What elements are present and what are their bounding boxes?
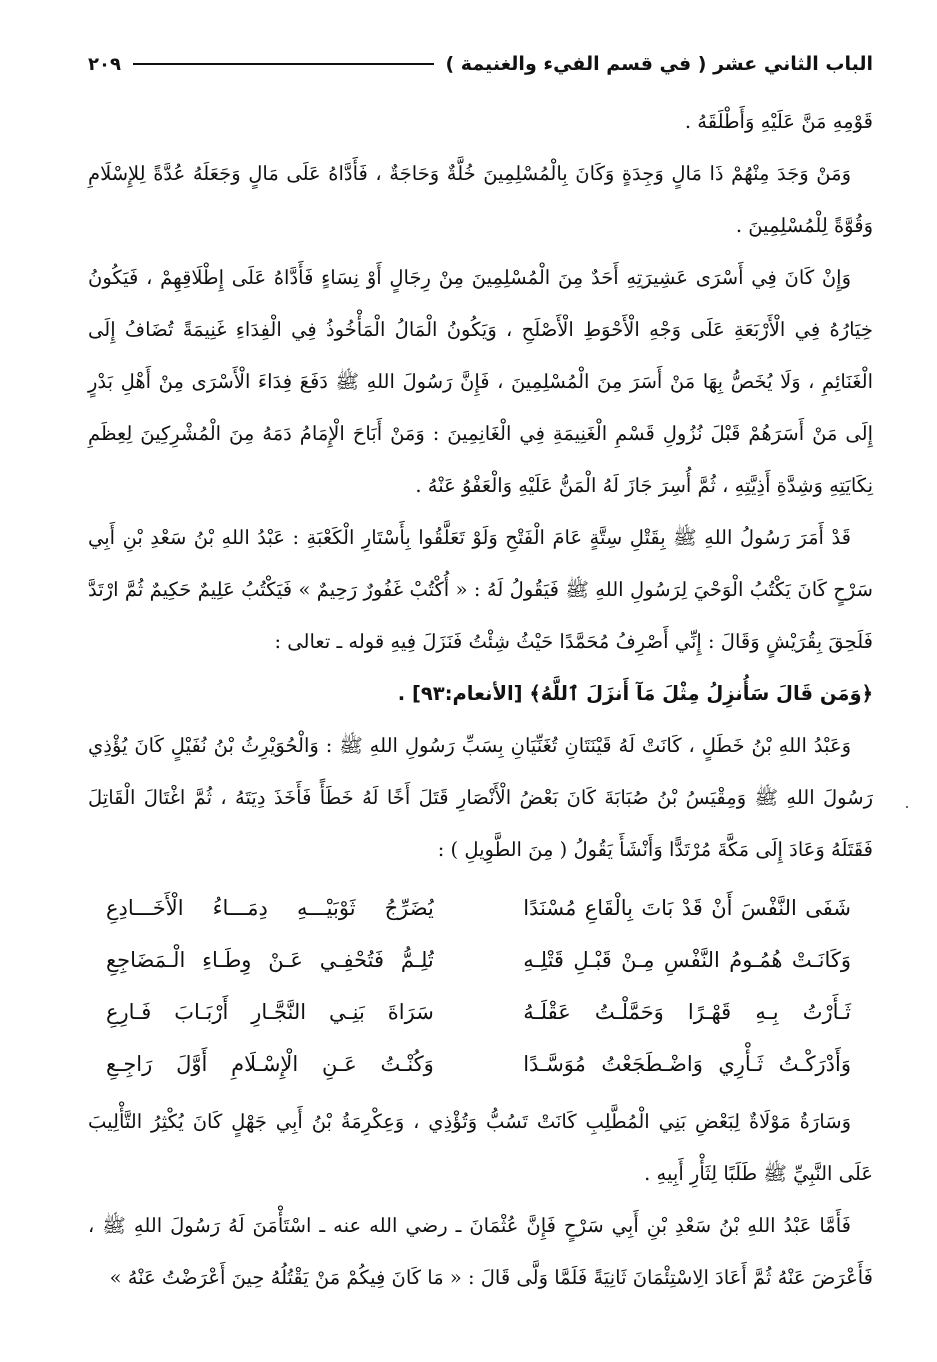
paragraph-7: فَأَمَّا عَبْدُ اللهِ بْنُ سَعْدِ بْنِ أَبِي سَرْحٍ فَإِنَّ عُثْمَانَ ـ رضي الله عنه ـ اسْتَأْمَنَ لَهُ رَسُولَ اللهِ ﷺ ، فَأَعْرَضَ عَنْهُ ثُمَّ أَعَادَ الِاسْتِئْمَانَ ثَانِيَةً فَلَمَّا وَلَّى قَالَ : « مَا كَانَ فِيكُمْ مَنْ يَقْتُلُهُ حِينَ أَعْرَضْتُ عَنْهُ » [88, 1214, 873, 1289]
poem-verse [106, 882, 851, 934]
quran-verse: ﴿وَمَن قَالَ سَأُنزِلُ مِثْلَ مَآ أَنزَلَ ٱللَّهُ﴾ [الأنعام:٩٣] . [397, 682, 873, 705]
paragraph-4: قَدْ أَمَرَ رَسُولُ اللهِ ﷺ بِقَتْلِ سِتَّةٍ عَامَ الْفَتْحِ وَلَوْ تَعَلَّقُوا بِأَسْتَارِ الْكَعْبَةِ : عَبْدُ اللهِ بْنُ سَعْدِ بْنِ أَبِي سَرْحٍ كَانَ يَكْتُبُ الْوَحْيَ لِرَسُولِ اللهِ ﷺ فَيَقُولُ لَهُ : « أُكْتُبْ غَفُورٌ رَحِيمٌ » فَيَكْتُبُ عَلِيمٌ حَكِيمٌ ثُمَّ ارْتَدَّ فَلَحِقَ بِقُرَيْشٍ وَقَالَ : إِنِّي أَصْرِفُ مُحَمَّدًا حَيْثُ شِئْتُ فَنَزَلَ فِيهِ قوله ـ تعالى : [88, 526, 873, 653]
chapter-title: الباب الثاني عشر ( في قسم الفيء والغنيمة ) [445, 53, 873, 75]
paragraph-5: وَعَبْدُ اللهِ بْنُ خَطَلٍ ، كَانَتْ لَهُ قَيْنَتَانِ تُغَنِّيَانِ بِسَبِّ رَسُولِ اللهِ ﷺ : وَالْحُوَيْرِثُ بْنُ نُفَيْلٍ كَانَ يُؤْذِي رَسُولَ اللهِ ﷺ وَمِقْيَسُ بْنُ صُبَابَةَ كَانَ بَعْضُ الْأَنْصَارِ قَتَلَ أَخًا لَهُ خَطَأً فَأَخَذَ دِيَتَهُ ، ثُمَّ اغْتَالَ الْقَاتِلَ فَقَتَلَهُ وَعَادَ إِلَى مَكَّةَ مُرْتَدًّا وَأَنْشَأَ يَقُولُ ( مِنَ الطَّوِيلِ ) : [88, 734, 873, 861]
body-text-continued [88, 1096, 873, 1304]
paragraph-6: وَسَارَةُ مَوْلَاةٌ لِبَعْضِ بَنِي الْمُطَّلِبِ كَانَتْ تَسُبُّ وَتُؤْذِي ، وَعِكْرِمَةُ بْنُ أَبِي جَهْلٍ كَانَ يُكْثِرُ التَّأْلِيبَ عَلَى النَّبِيِّ ﷺ طَلَبًا لِثَأْرِ أَبِيهِ . [88, 1110, 873, 1185]
hemistich-left: سَرَاةَ بَنِـي النَّجَّـارِ أَرْبَـابَ فَـارِعِ [106, 1000, 434, 1024]
paragraph-3: وَإِنْ كَانَ فِي أَسْرَى عَشِيرَتِهِ أَحَدٌ مِنَ الْمُسْلِمِينَ مِنْ رِجَالٍ أَوْ نِسَاءٍ فَأَدَّاهُ عَلَى إِطْلَاقِهِمْ ، فَيَكُونُ خِيَارُهُ فِي الْأَرْبَعَةِ عَلَى وَجْهِ الْأَحْوَطِ الْأَصْلَحِ ، وَيَكُونُ الْمَالُ الْمَأْخُوذُ فِي الْفِدَاءِ غَنِيمَةً تُضَافُ إِلَى الْغَنَائِمِ ، وَلَا يُخَصُّ بِهَا مَنْ أَسَرَ مِنَ الْمُسْلِمِينَ ، فَإِنَّ رَسُولَ اللهِ ﷺ دَفَعَ فِدَاءَ الْأَسْرَى مِنْ أَهْلِ بَدْرٍ إِلَى مَنْ أَسَرَهُمْ قَبْلَ نُزُولِ قَسْمِ الْغَنِيمَةِ فِي الْغَانِمِينَ : وَمَنْ أَبَاحَ الْإِمَامُ دَمَهُ مِنَ الْمُشْرِكِينَ لِعِظَمِ نِكَايَتِهِ وَشِدَّةِ أَذِيَّتِهِ ، ثُمَّ أُسِرَ جَازَ لَهُ الْمَنُّ عَلَيْهِ وَالْعَفْوُ عَنْهُ . [88, 266, 873, 497]
poem-verse [106, 1038, 851, 1090]
hemistich-left: يُضَرِّجُ ثَوْبَيْـــهِ دِمَـــاءُ الْأَخَـــادِعِ [106, 896, 434, 920]
page-header [88, 44, 873, 84]
hemistich-right: وَأَدْرَكْـتُ ثَـأْرِي وَاضْـطَجَعْتُ مُوَسَّـدًا [523, 1052, 851, 1076]
margin-dot [906, 806, 908, 808]
paragraph-1: قَوْمِهِ مَنَّ عَلَيْهِ وَأَطْلَقَهُ . [684, 110, 873, 133]
hemistich-right: وَكَانَـتْ هُمُـومُ النَّفْسِ مِـنْ قَبْـلِ قَتْلِـهِ [523, 948, 851, 972]
hemistich-right: شَفَى النَّفْسَ أَنْ قَدْ بَاتَ بِالْقَاعِ مُسْنَدًا [523, 896, 851, 920]
body-text [88, 96, 873, 876]
poem-verse [106, 986, 851, 1038]
header-rule [133, 63, 434, 65]
hemistich-right: ثَـأَرْتُ بِـهِ قَهْـرًا وَحَمَّلْـتُ عَقْلَـهُ [523, 1000, 851, 1024]
hemistich-left: تُلِـمُّ فَتُحْفِـي عَـنْ وِطَـاءِ الْـمَضَاجِعِ [106, 948, 434, 972]
hemistich-left: وَكُنْـتُ عَـنِ الْإِسْـلَامِ أَوَّلَ رَاجِـعِ [106, 1052, 434, 1076]
poem-verse [106, 934, 851, 986]
page-number: ٢٠٩ [88, 53, 121, 75]
paragraph-2: وَمَنْ وَجَدَ مِنْهُمْ ذَا مَالٍ وَجِدَةٍ وَكَانَ بِالْمُسْلِمِينَ خُلَّةٌ وَحَاجَةٌ ، فَأَدَّاهُ عَلَى مَالٍ وَجَعَلَهُ عُدَّةً لِلإِسْلَامِ وَقُوَّةً لِلْمُسْلِمِينَ . [88, 162, 873, 237]
poem [88, 882, 873, 1090]
